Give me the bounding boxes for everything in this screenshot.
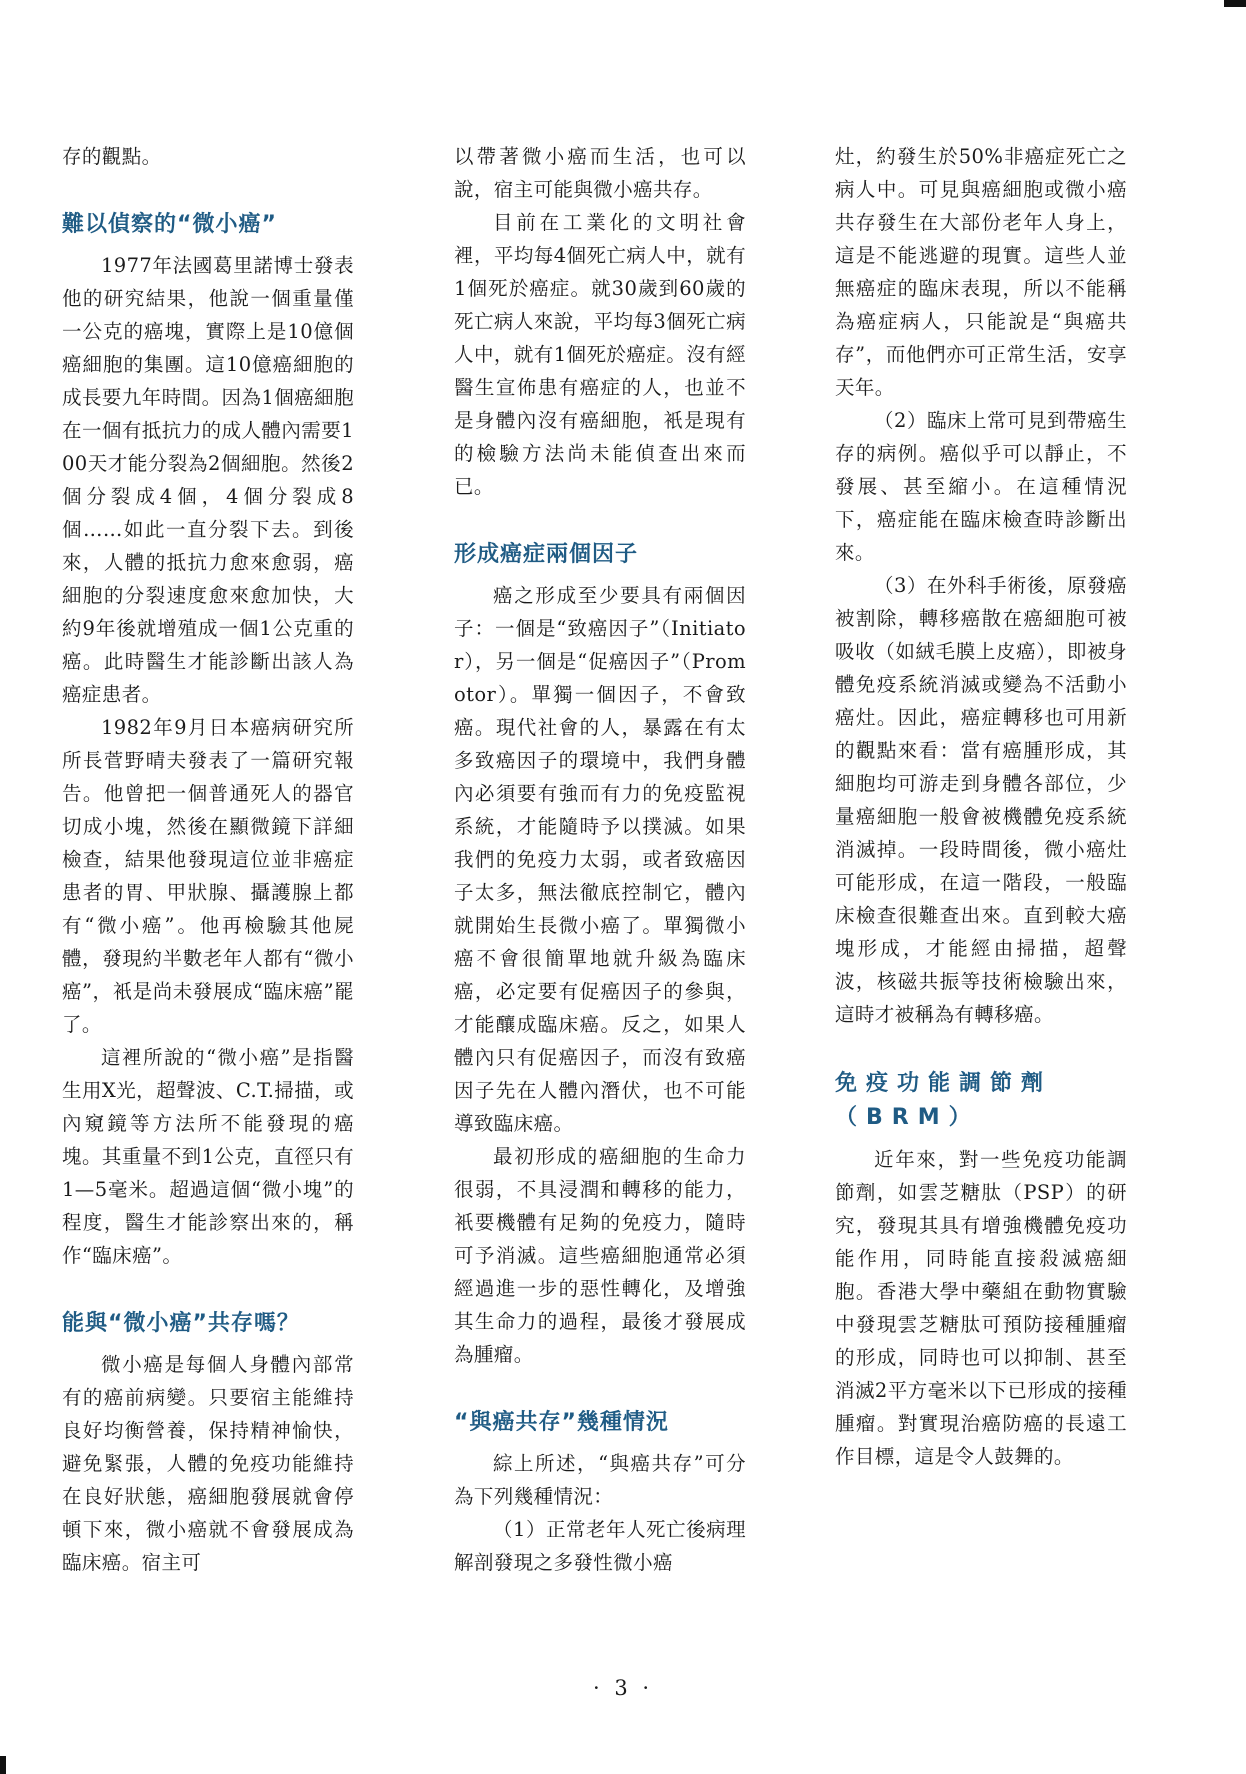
text-column-1 — [62, 140, 354, 1579]
body-paragraph: 近年來，對一些免疫功能調節劑，如雲芝糖肽（PSP）的研究，發現其具有增強機體免疫功能作用，同時能直接殺滅癌細胞。香港大學中藥組在動物實驗中發現雲芝糖肽可預防接種腫瘤的形成，同時也可以抑制、甚至消滅2平方毫米以下已形成的接種腫瘤。對實現治癌防癌的長遠工作目標，這是令人鼓舞的。 — [835, 1148, 1127, 1468]
body-paragraph: 微小癌是每個人身體內部常有的癌前病變。只要宿主能維持良好均衡營養，保持精神愉快，避免緊張，人體的免疫功能維持在良好狀態，癌細胞發展就會停頓下來，微小癌就不會發展成為臨床癌。宿主可 — [62, 1353, 354, 1574]
scan-edge-mark — [1224, 0, 1246, 7]
section-spacer — [454, 503, 746, 517]
body-paragraph: 以帶著微小癌而生活，也可以說，宿主可能與微小癌共存。 — [454, 145, 746, 201]
body-paragraph: 這裡所說的“微小癌”是指醫生用X光，超聲波、C.T.掃描，或內窺鏡等方法所不能發現的癌塊。其重量不到1公克，直徑只有1—5毫米。超過這個“微小塊”的程度，醫生才能診察出來的，稱作“臨床癌”。 — [62, 1046, 354, 1267]
body-paragraph: 1982年9月日本癌病研究所所長菅野晴夫發表了一篇研究報告。他曾把一個普通死人的器官切成小塊，然後在顯微鏡下詳細檢查，結果他發現這位並非癌症患者的胃、甲狀腺、攝護腺上都有“微小癌”。他再檢驗其他屍體，發現約半數老年人都有“微小癌”，衹是尚未發展成“臨床癌”罷了。 — [62, 716, 354, 1036]
body-paragraph: （3）在外科手術後，原發癌被割除，轉移癌散在癌細胞可被吸收（如絨毛膜上皮癌），即被身體免疫系統消滅或變為不活動小癌灶。因此，癌症轉移也可用新的觀點來看：當有癌腫形成，其細胞均可游走到身體各部位，少量癌細胞一般會被機體免疫系統消滅掉。一段時間後，微小癌灶可能形成，在這一階段，一般臨床檢查很難查出來。直到較大癌塊形成，才能經由掃描，超聲波，核磁共振等技術檢驗出來，這時才被稱為有轉移癌。 — [835, 574, 1127, 1026]
section-spacer — [62, 173, 354, 187]
section-spacer — [835, 1031, 1127, 1045]
scan-edge-mark — [0, 1756, 6, 1774]
body-paragraph: 癌之形成至少要具有兩個因子：一個是“致癌因子”（Initiator），另一個是“促癌因子”（Promotor）。單獨一個因子，不會致癌。現代社會的人，暴露在有太多致癌因子的環境中，我們身體內必須要有強而有力的免疫監視系統，才能隨時予以撲滅。如果我們的免疫力太弱，或者致癌因子太多，無法徹底控制它，體內就開始生長微小癌了。單獨微小癌不會很簡單地就升級為臨床癌，必定要有促癌因子的參與，才能釀成臨床癌。反之，如果人體內只有促癌因子，而沒有致癌因子先在人體內潛伏，也不可能導致臨床癌。 — [454, 584, 746, 1135]
body-paragraph: 最初形成的癌細胞的生命力很弱，不具浸潤和轉移的能力，衹要機體有足夠的免疫力，隨時可予消滅。這些癌細胞通常必須經過進一步的惡性轉化，及增強其生命力的過程，最後才發展成為腫瘤。 — [454, 1145, 746, 1366]
section-heading: 能與“微小癌”共存嗎？ — [62, 1311, 300, 1336]
text-column-2 — [454, 140, 746, 1579]
body-paragraph: （1）正常老年人死亡後病理解剖發現之多發性微小癌 — [454, 1518, 746, 1574]
body-paragraph: 綜上所述，“與癌共存”可分為下列幾種情況： — [454, 1452, 746, 1508]
body-paragraph: （2）臨床上常可見到帶癌生存的病例。癌似乎可以靜止，不發展、甚至縮小。在這種情況下，癌症能在臨床檢查時診斷出來。 — [835, 409, 1127, 564]
text-column-3 — [835, 140, 1127, 1473]
body-paragraph: 目前在工業化的文明社會裡，平均每4個死亡病人中，就有1個死於癌症。就30歲到60歲的死亡病人來說，平均每3個死亡病人中，就有1個死於癌症。沒有經醫生宣佈患有癌症的人，也並不是身體內沒有癌細胞，衹是現有的檢驗方法尚未能偵查出來而已。 — [454, 211, 746, 498]
body-paragraph: 灶，約發生於50%非癌症死亡之病人中。可見與癌細胞或微小癌共存發生在大部份老年人身上，這是不能逃避的現實。這些人並無癌症的臨床表現，所以不能稱為癌症病人，只能說是“與癌共存”，而他們亦可正常生活，安享天年。 — [835, 145, 1127, 399]
section-heading: “與癌共存”幾種情況 — [454, 1410, 669, 1435]
page-number: · 3 · — [592, 1676, 654, 1700]
section-spacer — [62, 1272, 354, 1286]
section-heading: 難以偵察的“微小癌” — [62, 212, 277, 237]
section-heading: 形成癌症兩個因子 — [454, 542, 639, 567]
section-heading: 免疫功能調節劑（BRM） — [835, 1071, 1053, 1130]
section-spacer — [454, 1371, 746, 1385]
body-paragraph: 1977年法國葛里諾博士發表他的研究結果，他說一個重量僅一公克的癌塊，實際上是10億個癌細胞的集團。這10億癌細胞的成長要九年時間。因為1個癌細胞在一個有抵抗力的成人體內需要100天才能分裂為2個細胞。然後2個分裂成4個，4個分裂成8個……如此一直分裂下去。到後來，人體的抵抗力愈來愈弱，癌細胞的分裂速度愈來愈加快，大約9年後就增殖成一個1公克重的癌。此時醫生才能診斷出該人為癌症患者。 — [62, 254, 354, 706]
body-paragraph: 存的觀點。 — [62, 145, 162, 168]
